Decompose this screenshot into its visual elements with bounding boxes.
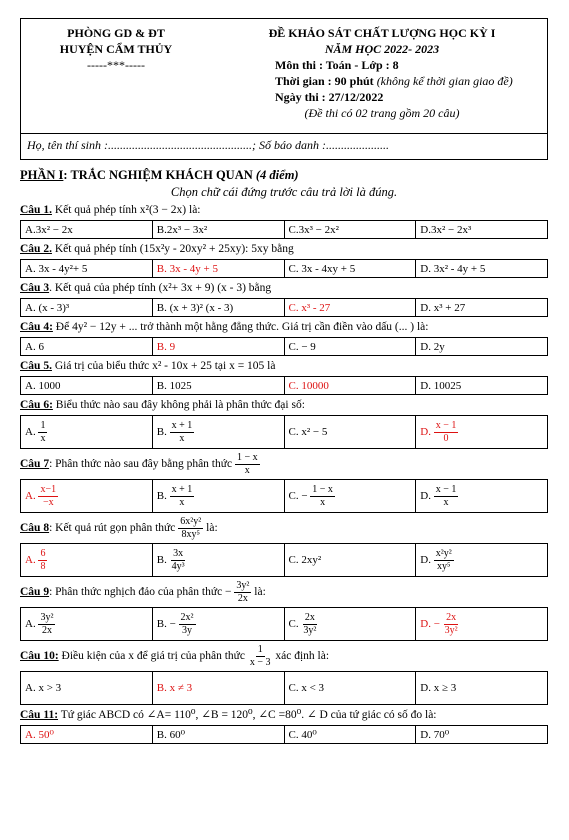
- question-9: [20, 580, 548, 605]
- denominator: xy⁵: [436, 560, 451, 572]
- section-instruction: Chọn chữ cái đứng trước câu trả lời là đúng.: [170, 185, 398, 199]
- question-label: Câu 7: [20, 458, 50, 471]
- dept-line-3: -----***-----: [87, 58, 145, 72]
- option-C[interactable]: [284, 221, 416, 239]
- question-text: Kết quả phép tính x²(3 − 2x) là:: [51, 204, 201, 216]
- option-D[interactable]: [416, 726, 548, 744]
- option-fraction: [170, 548, 187, 573]
- numerator: 3x: [173, 547, 184, 559]
- option-text: B. 9: [156, 340, 176, 353]
- option-D[interactable]: [416, 480, 548, 513]
- exam-time-main: Thời gian : 90 phút: [275, 74, 374, 88]
- numerator: x + 1: [171, 483, 193, 495]
- question-text: : Kết quả rút gọn phân thức: [49, 522, 176, 535]
- numerator: 1 − x: [236, 452, 258, 463]
- numerator: 2x: [446, 611, 457, 623]
- section-title: [20, 168, 548, 183]
- option-B[interactable]: [152, 299, 284, 317]
- option-A[interactable]: [21, 544, 153, 577]
- question-text: Để 4y² − 12y + ... trở thành một hằng đẳng thức. Giá trị cần điền vào dấu (... ) là:: [52, 321, 429, 333]
- option-D[interactable]: [416, 260, 548, 278]
- question-label: Câu 9: [20, 586, 50, 599]
- exam-title: ĐỀ KHẢO SÁT CHẤT LƯỢNG HỌC KỲ I: [268, 26, 496, 40]
- question-5: [20, 359, 548, 374]
- options-table: [20, 607, 548, 641]
- option-text: B. (x + 3)² (x - 3): [156, 301, 234, 314]
- denominator: 4y³: [171, 560, 185, 572]
- option-text: C. 10000: [288, 379, 329, 392]
- option-D[interactable]: [416, 672, 548, 705]
- denominator: 0: [443, 432, 449, 444]
- option-A[interactable]: [21, 726, 153, 744]
- option-C[interactable]: [284, 480, 416, 513]
- option-text: C. 40⁰: [288, 729, 317, 741]
- option-text: B. 60⁰: [156, 729, 185, 741]
- option-fraction: [170, 484, 195, 509]
- option-text: B.: [156, 553, 167, 566]
- option-B[interactable]: [152, 416, 284, 449]
- option-B[interactable]: [152, 221, 284, 239]
- question-label: Câu 8: [20, 522, 50, 535]
- question-label: Câu 5.: [20, 360, 52, 372]
- question-text: Điều kiện của x để giá trị của phân thức: [58, 650, 245, 663]
- section-title-text: : TRẮC NGHIỆM KHÁCH QUAN: [63, 168, 256, 182]
- exam-time-note: (không kể thời gian giao đề): [373, 74, 513, 88]
- option-B[interactable]: [152, 260, 284, 278]
- option-fraction: [434, 484, 459, 509]
- exam-subject: Môn thi : Toán - Lớp : 8: [275, 58, 399, 72]
- denominator: −x: [42, 496, 54, 508]
- option-C[interactable]: [284, 726, 416, 744]
- option-D[interactable]: [416, 299, 548, 317]
- option-text: A. (x - 3)³: [25, 301, 70, 314]
- option-B[interactable]: [152, 480, 284, 513]
- options-table: [20, 479, 548, 513]
- option-fraction: [38, 612, 55, 637]
- numerator: x + 1: [171, 419, 193, 431]
- option-text: D. x ≥ 3: [420, 682, 457, 694]
- numerator: 1 − x: [312, 483, 333, 495]
- option-C[interactable]: [284, 672, 416, 705]
- question-text: Kết quả phép tính (15x²y - 20xy² + 25xy): 5xy bằng: [51, 243, 294, 255]
- candidate-name-line: Họ, tên thí sinh :................................................; Số báo danh :.....................: [21, 133, 547, 157]
- option-text: A. x > 3: [25, 682, 62, 694]
- options-table: [20, 298, 548, 317]
- option-text: A.3x² − 2x: [25, 223, 73, 236]
- option-fraction: [301, 612, 318, 637]
- option-A[interactable]: [21, 260, 153, 278]
- question-fraction: [248, 644, 273, 669]
- option-text: D. x³ + 27: [420, 301, 466, 314]
- option-text: A.: [25, 553, 36, 566]
- question-8: [20, 516, 548, 541]
- numerator: 6x²y²: [180, 516, 202, 527]
- option-text: D.3x² − 2x³: [420, 223, 472, 236]
- option-D[interactable]: [416, 544, 548, 577]
- option-A[interactable]: [21, 338, 153, 356]
- option-text: A.: [25, 617, 36, 630]
- option-C[interactable]: [284, 338, 416, 356]
- options-table: [20, 671, 548, 705]
- option-A[interactable]: [21, 672, 153, 705]
- question-label: Câu 1.: [20, 204, 52, 216]
- option-text: A.: [25, 425, 36, 438]
- question-label: Câu 2.: [20, 243, 52, 255]
- option-A[interactable]: [21, 299, 153, 317]
- question-label: Câu 10:: [20, 650, 59, 663]
- denominator: x: [179, 432, 185, 444]
- question-fraction: [235, 452, 260, 477]
- numerator: x−1: [40, 483, 57, 495]
- question-3: [20, 281, 548, 296]
- denominator: x: [179, 496, 185, 508]
- option-C[interactable]: [284, 608, 416, 641]
- department-block: [21, 25, 211, 73]
- option-C[interactable]: [284, 299, 416, 317]
- dept-line-1: PHÒNG GD & ĐT: [67, 26, 165, 40]
- option-B[interactable]: [152, 377, 284, 395]
- option-D[interactable]: [416, 608, 548, 641]
- question-text: : Phân thức nào sau đây bằng phân thức: [49, 458, 233, 471]
- question-11: [20, 708, 548, 723]
- numerator: x − 1: [435, 483, 457, 495]
- denominator: 2x: [41, 624, 52, 636]
- option-fraction: [38, 548, 47, 573]
- option-text: D. 3x² - 4y + 5: [420, 262, 486, 275]
- option-D[interactable]: [416, 377, 548, 395]
- option-D[interactable]: [416, 221, 548, 239]
- option-text: C. 3x - 4xy + 5: [288, 262, 356, 275]
- option-text: D.: [420, 553, 431, 566]
- exam-title-block: [217, 25, 547, 121]
- dept-line-2: HUYỆN CẨM THỦY: [59, 42, 173, 56]
- numerator: 3y²: [40, 611, 54, 623]
- question-text: Tứ giác ABCD có ∠A= 110⁰, ∠B = 120⁰, ∠C =80⁰. ∠ D của tứ giác có số đo là:: [58, 709, 437, 721]
- option-C[interactable]: [284, 416, 416, 449]
- denominator: x: [244, 465, 250, 476]
- option-A[interactable]: [21, 221, 153, 239]
- option-text: D. 70⁰: [420, 729, 450, 741]
- exam-year: NĂM HỌC 2022- 2023: [324, 42, 440, 56]
- denominator: 8xy⁵: [181, 529, 201, 540]
- question-text: Biểu thức nào sau đây không phải là phân thức đại số:: [52, 399, 305, 411]
- option-B[interactable]: [152, 544, 284, 577]
- question-4: [20, 320, 548, 335]
- section-title-number: PHẦN I: [20, 168, 64, 182]
- question-label: Câu 3: [20, 282, 50, 294]
- question-text: : Phân thức nghịch đảo của phân thức −: [49, 586, 232, 599]
- option-fraction: [434, 420, 459, 445]
- option-text: C. −: [288, 489, 308, 502]
- numerator: 6: [40, 547, 46, 559]
- option-text: D. 10025: [420, 379, 462, 392]
- options-table: [20, 337, 548, 356]
- denominator: 3y: [182, 624, 193, 636]
- question-tail: là:: [251, 586, 266, 599]
- section-points: (4 điểm): [255, 168, 299, 182]
- option-text: B.: [156, 489, 167, 502]
- options-table: [20, 543, 548, 577]
- option-D[interactable]: [416, 338, 548, 356]
- numerator: 1: [40, 419, 46, 431]
- option-text: C. x² − 5: [288, 426, 328, 438]
- question-1: [20, 203, 548, 218]
- option-A[interactable]: [21, 480, 153, 513]
- question-2: [20, 242, 548, 257]
- denominator: x: [320, 496, 326, 508]
- option-fraction: [38, 420, 47, 445]
- options-table: [20, 415, 548, 449]
- exam-pages-note: (Đề thi có 02 trang gồm 20 câu): [304, 106, 460, 120]
- exam-header: [20, 18, 548, 160]
- option-text: A.: [25, 489, 36, 502]
- option-fraction: [310, 484, 335, 509]
- option-text: B.: [156, 425, 167, 438]
- option-text: D.: [420, 489, 431, 502]
- option-A[interactable]: [21, 416, 153, 449]
- option-C[interactable]: [284, 544, 416, 577]
- question-list: [20, 203, 548, 744]
- option-text: A. 50⁰: [25, 729, 54, 741]
- exam-time: [217, 73, 547, 89]
- question-fraction: [178, 516, 203, 541]
- question-text: Giá trị của biểu thức x² - 10x + 25 tại x = 105 là: [51, 360, 276, 372]
- option-text: C.: [288, 617, 299, 630]
- options-table: [20, 259, 548, 278]
- option-text: C. x³ - 27: [288, 301, 331, 314]
- option-text: B. 1025: [156, 379, 192, 392]
- question-10: [20, 644, 548, 669]
- numerator: 2x²: [180, 611, 194, 623]
- denominator: 8: [40, 560, 46, 572]
- numerator: 1: [257, 644, 263, 655]
- exam-date: Ngày thi : 27/12/2022: [275, 90, 384, 104]
- question-7: [20, 452, 548, 477]
- option-text: D. 2y: [420, 340, 445, 353]
- option-text: D. −: [420, 617, 440, 630]
- question-tail: là:: [203, 522, 218, 535]
- denominator: x − 3: [249, 657, 271, 668]
- denominator: 3y²: [444, 624, 458, 636]
- option-text: B. 3x - 4y + 5: [156, 262, 218, 275]
- options-table: [20, 725, 548, 744]
- option-fraction: [434, 548, 454, 573]
- numerator: x − 1: [435, 419, 457, 431]
- denominator: 3y²: [303, 624, 317, 636]
- option-text: C.3x³ − 2x²: [288, 223, 339, 236]
- option-text: C. x < 3: [288, 682, 325, 694]
- denominator: 2x: [237, 593, 248, 604]
- option-A[interactable]: [21, 377, 153, 395]
- question-label: Câu 4:: [20, 321, 53, 333]
- option-text: C. 2xy²: [288, 554, 322, 566]
- question-label: Câu 6:: [20, 399, 53, 411]
- denominator: x: [40, 432, 46, 444]
- options-table: [20, 376, 548, 395]
- question-text: . Kết quả của phép tính (x²+ 3x + 9) (x - 3) bằng: [49, 282, 272, 294]
- option-text: A. 3x - 4y²+ 5: [25, 262, 88, 275]
- option-fraction: [443, 612, 460, 637]
- option-text: B. x ≠ 3: [156, 682, 193, 694]
- numerator: x²y²: [435, 547, 452, 559]
- option-C[interactable]: [284, 260, 416, 278]
- question-fraction: [234, 580, 251, 605]
- denominator: x: [443, 496, 449, 508]
- option-text: B.2x³ − 3x²: [156, 223, 208, 236]
- numerator: 3y²: [236, 580, 250, 591]
- option-text: C. − 9: [288, 340, 316, 353]
- options-table: [20, 220, 548, 239]
- option-text: A. 6: [25, 340, 44, 353]
- exam-page: [20, 18, 548, 744]
- question-6: [20, 398, 548, 413]
- option-B[interactable]: [152, 726, 284, 744]
- option-B[interactable]: [152, 672, 284, 705]
- option-fraction: [170, 420, 195, 445]
- option-text: B. −: [156, 617, 176, 630]
- question-label: Câu 11:: [20, 709, 59, 721]
- option-D[interactable]: [416, 416, 548, 449]
- numerator: 2x: [304, 611, 315, 623]
- option-text: D.: [420, 425, 431, 438]
- option-B[interactable]: [152, 608, 284, 641]
- option-fraction: [38, 484, 58, 509]
- option-A[interactable]: [21, 608, 153, 641]
- option-fraction: [179, 612, 196, 637]
- option-text: A. 1000: [25, 379, 61, 392]
- option-C[interactable]: [284, 377, 416, 395]
- option-B[interactable]: [152, 338, 284, 356]
- question-tail: xác định là:: [272, 650, 330, 663]
